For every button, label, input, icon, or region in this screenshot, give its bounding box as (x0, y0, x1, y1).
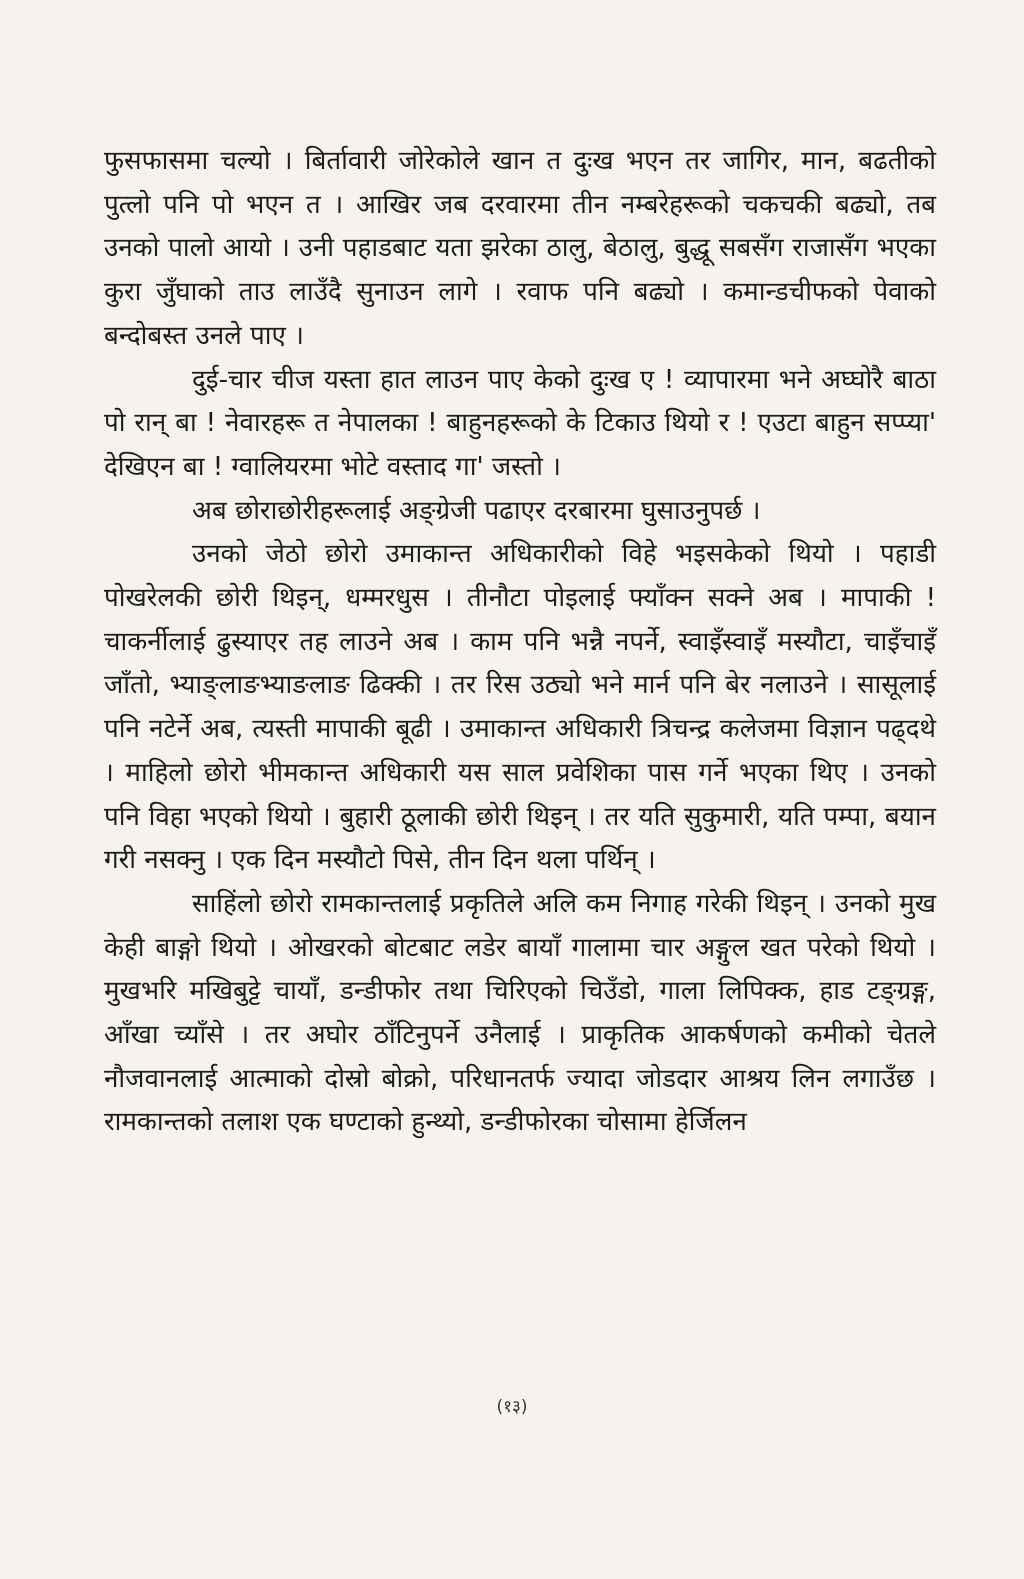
paragraph-3: अब छोराछोरीहरूलाई अङ्ग्रेजी पढाएर दरबारमा घुसाउनुपर्छ । (192, 495, 761, 526)
paragraph-2: दुई-चार चीज यस्ता हात लाउन पाए केको दुःख ए ! व्यापारमा भने अघ्घोरै बाठा पो रान् बा ! नेवारहरू त नेपालका ! बाहुनहरूको के टिकाउ थियो र ! एउटा बाहुन सप्प्या' देखिएन बा ! ग्वालियरमा भोटे वस्ताद गा' जस्तो । (104, 364, 936, 482)
paragraph-5: साहिंलो छोरो रामकान्तलाई प्रकृतिले अलि कम निगाह गरेकी थिइन् । उनको मुख केही बाङ्गो थियो । ओखरको बोटबाट लडेर बायाँ गालामा चार अङ्गुल खत परेको थियो । मुखभरि मखिबुट्टे चायाँ, डन्डीफोर तथा चिरिएको चिउँडो, गाला लिपिक्क, हाड टङ्ग्रङ्ग, आँखा च्याँसे । तर अघोर ठाँटिनुपर्ने उनैलाई । प्राकृतिक आकर्षणको कमीको चेतले नौजवानलाई आत्माको दोस्रो बोक्रो, परिधानतर्फ ज्यादा जोडदार आश्रय लिन लगाउँछ । रामकान्तको तलाश एक घण्टाको हुन्थ्यो, डन्डीफोरका चोसामा हेर्जिलन (104, 888, 936, 1138)
page-number: (१३) (496, 1397, 528, 1417)
body-text (104, 140, 936, 1145)
paragraph-4: उनको जेठो छोरो उमाकान्त अधिकारीको विहे भइसकेको थियो । पहाडी पोखरेलकी छोरी थिइन्, धम्मरधुस । तीनौटा पोइलाई फ्याँक्न सक्ने अब । मापाकी ! चाकर्नीलाई ढुस्याएर तह लाउने अब । काम पनि भन्नै नपर्ने, स्वाइँस्वाइँ मस्यौटा, चाइँचाइँ जाँतो, भ्याङ्लाङभ्याङलाङ ढिक्की । तर रिस उठ्यो भने मार्न पनि बेर नलाउने । सासूलाई पनि नटेर्ने अब, त्यस्ती मापाकी बूढी । उमाकान्त अधिकारी त्रिचन्द्र कलेजमा विज्ञान पढ्दथे । माहिलो छोरो भीमकान्त अधिकारी यस साल प्रवेशिका पास गर्ने भएका थिए । उनको पनि विहा भएको थियो । बुहारी ठूलाकी छोरी थिइन् । तर यति सुकुमारी, यति पम्पा, बयान गरी नसक्नु । एक दिन मस्यौटो पिसे, तीन दिन थला पर्थिन् । (104, 539, 936, 876)
paragraph-1: फुसफासमा चल्यो । बिर्तावारी जोरेकोले खान त दुःख भएन तर जागिर, मान, बढतीको पुत्लो पनि पो भएन त । आखिर जब दरवारमा तीन नम्बरेहरूको चकचकी बढ्यो, तब उनको पालो आयो । उनी पहाडबाट यता झरेका ठालु, बेठालु, बुद्धू सबसँग राजासँग भएका कुरा जुँघाको ताउ लाउँदै सुनाउन लागे । रवाफ पनि बढ्यो । कमान्डचीफको पेवाको बन्दोबस्त उनले पाए । (104, 146, 936, 351)
